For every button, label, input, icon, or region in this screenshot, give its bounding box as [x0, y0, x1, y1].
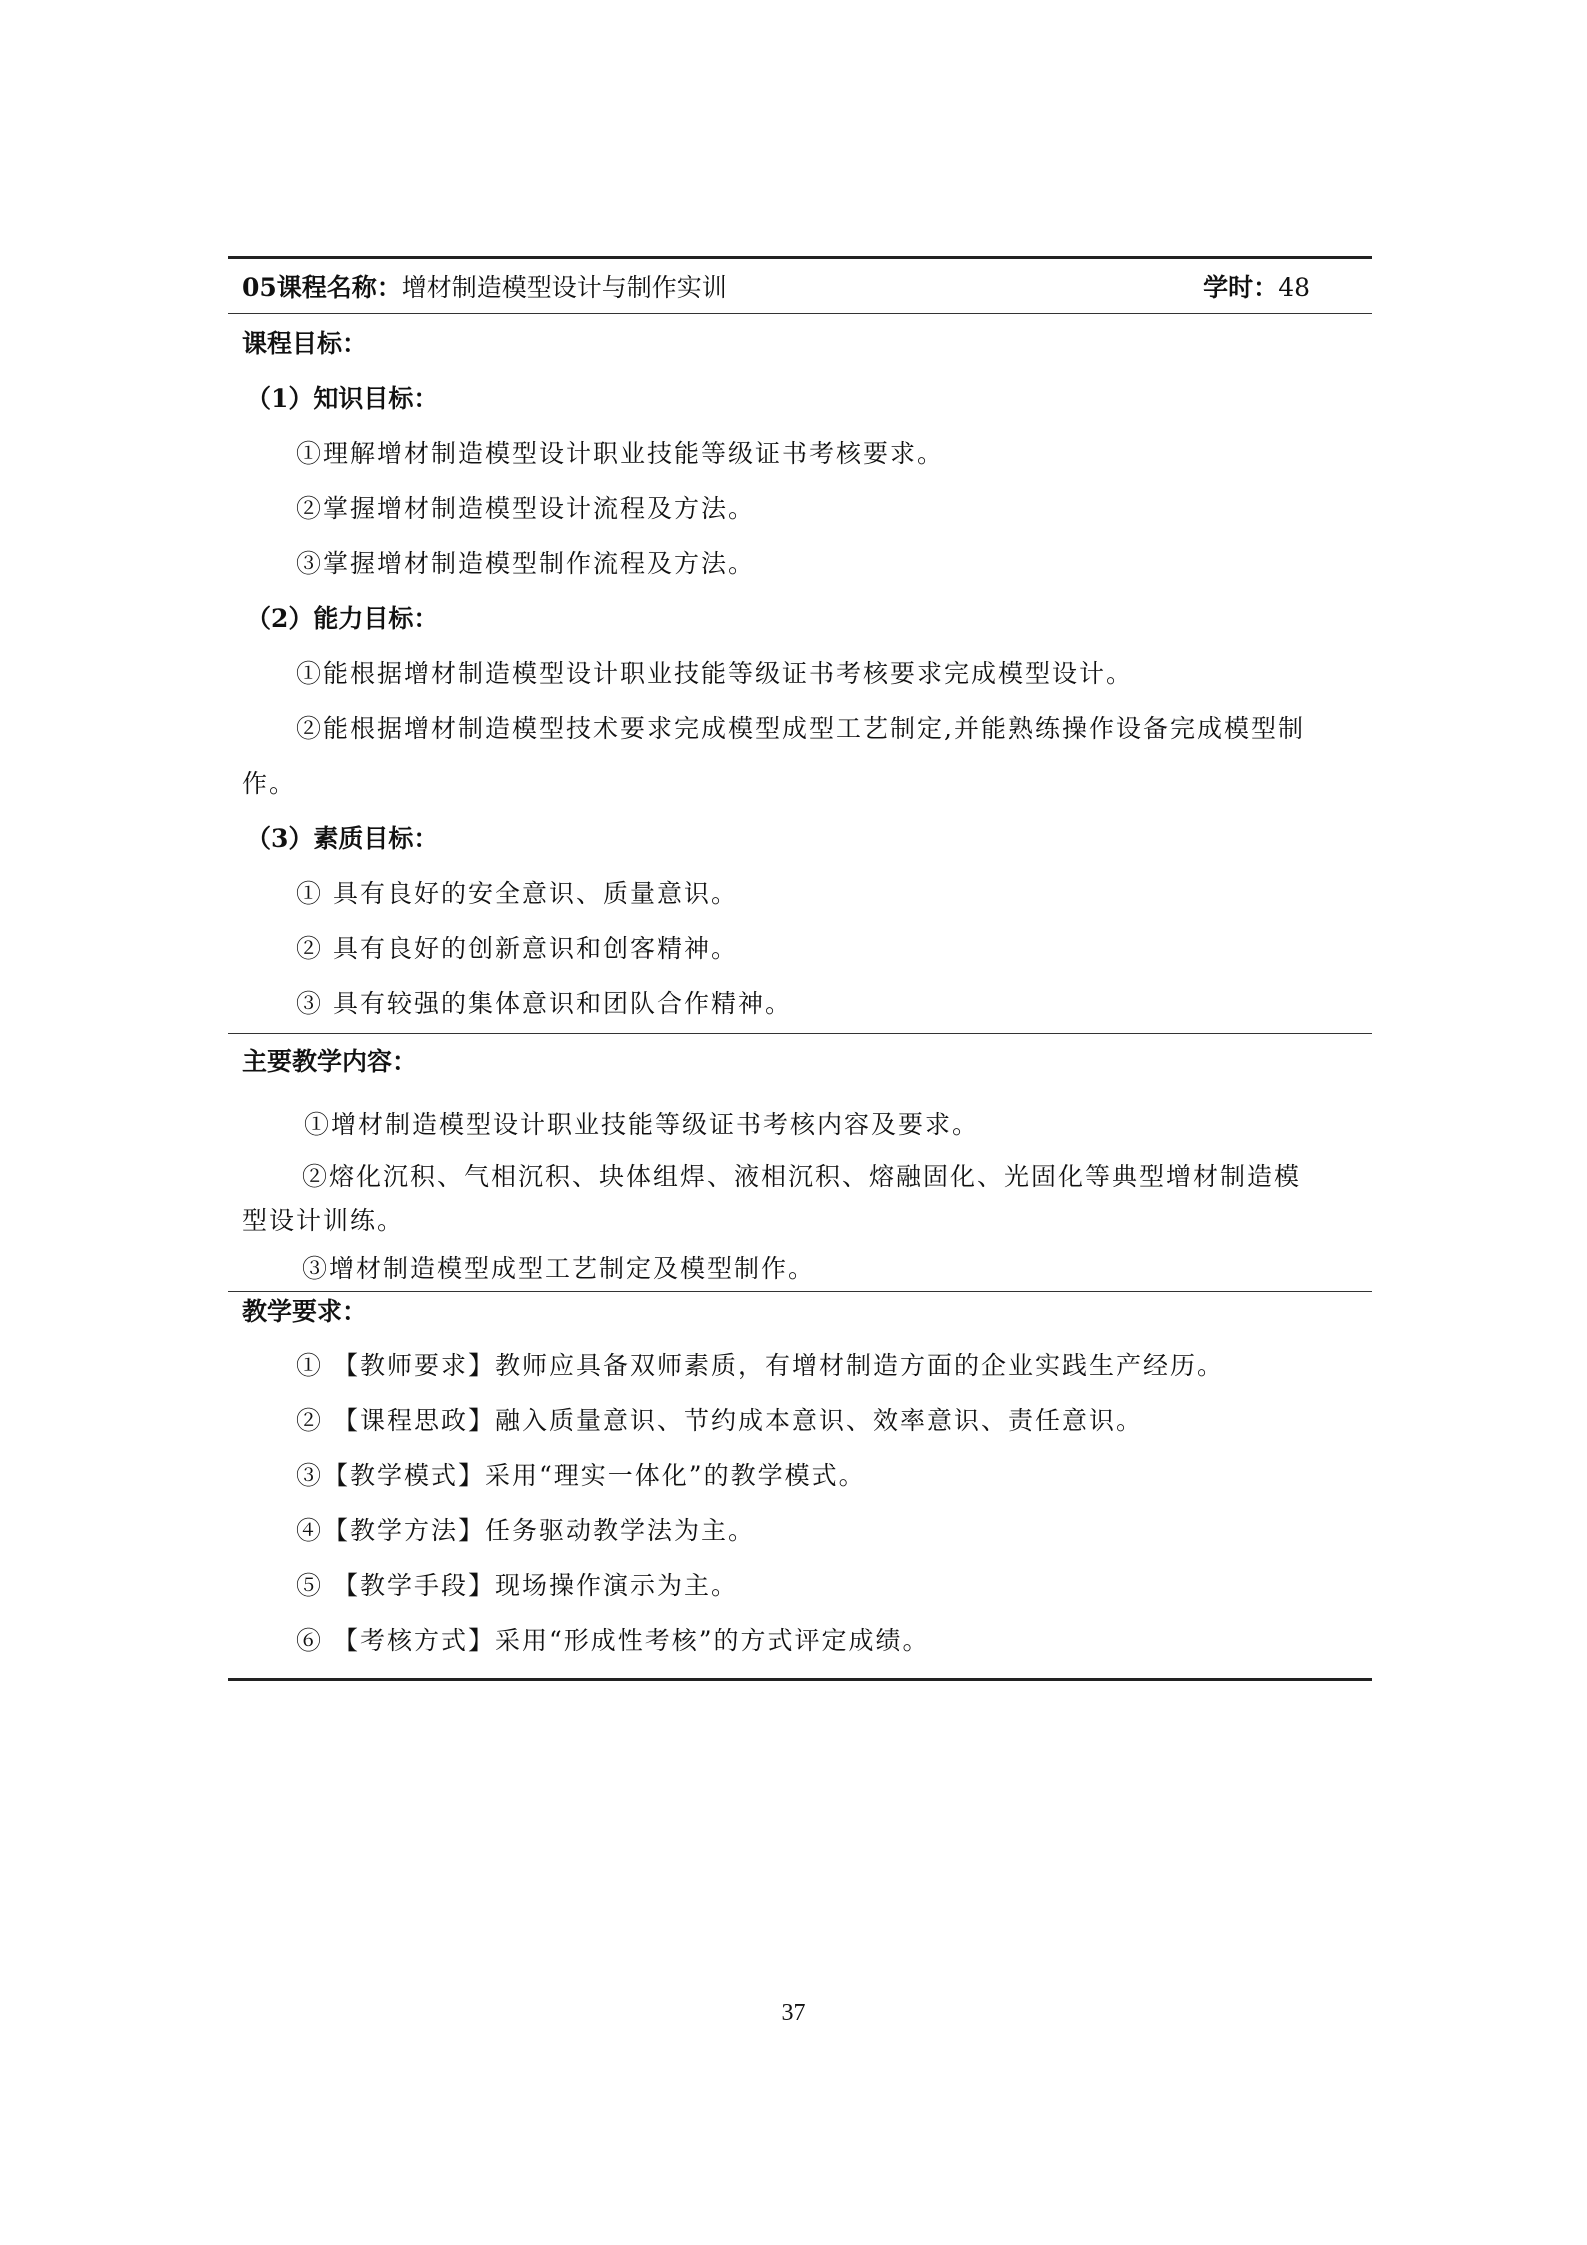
quality-item: ② 具有良好的创新意识和创客精神。	[296, 934, 738, 963]
course-hours-label: 学时：	[1203, 273, 1279, 302]
ability-item: ①能根据增材制造模型设计职业技能等级证书考核要求完成模型设计。	[296, 659, 1134, 688]
knowledge-item: ①理解增材制造模型设计职业技能等级证书考核要求。	[296, 439, 945, 468]
content-item: ②熔化沉积、气相沉积、块体组焊、液相沉积、熔融固化、光固化等典型增材制造模	[302, 1162, 1302, 1191]
content-heading: 主要教学内容：	[242, 1047, 418, 1076]
content-item: ③增材制造模型成型工艺制定及模型制作。	[302, 1254, 816, 1283]
knowledge-item: ②掌握增材制造模型设计流程及方法。	[296, 494, 756, 523]
knowledge-item: ③掌握增材制造模型制作流程及方法。	[296, 549, 756, 578]
requirement-item: ① 【教师要求】教师应具备双师素质，有增材制造方面的企业实践生产经历。	[296, 1351, 1224, 1380]
page-number: 37	[781, 2000, 806, 2026]
content-item-continuation: 型设计训练。	[242, 1206, 405, 1235]
course-title	[242, 268, 727, 304]
course-title-label: 05课程名称：	[242, 273, 402, 302]
quality-item: ③ 具有较强的集体意识和团队合作精神。	[296, 989, 792, 1018]
requirements-heading: 教学要求：	[242, 1297, 368, 1326]
ability-item-continuation: 作。	[242, 769, 297, 798]
requirement-item: ② 【课程思政】融入质量意识、节约成本意识、效率意识、责任意识。	[296, 1406, 1143, 1435]
requirement-item: ③【教学模式】采用“理实一体化”的教学模式。	[296, 1461, 866, 1490]
course-table	[228, 256, 1372, 1681]
course-hours	[1203, 268, 1310, 304]
objectives-heading: 课程目标：	[242, 329, 368, 358]
course-hours-value: 48	[1278, 273, 1310, 302]
objectives-section	[228, 314, 1372, 1031]
quality-item: ① 具有良好的安全意识、质量意识。	[296, 879, 738, 908]
course-header-row	[228, 259, 1372, 313]
content-section	[228, 1034, 1372, 1291]
ability-heading: （2）能力目标：	[246, 604, 439, 633]
requirement-item: ⑤ 【教学手段】现场操作演示为主。	[296, 1571, 738, 1600]
content-item: ①增材制造模型设计职业技能等级证书考核内容及要求。	[304, 1110, 980, 1139]
knowledge-heading: （1）知识目标：	[246, 384, 439, 413]
requirement-item: ⑥ 【考核方式】采用“形成性考核”的方式评定成绩。	[296, 1626, 930, 1655]
requirement-item: ④【教学方法】任务驱动教学法为主。	[296, 1516, 756, 1545]
bottom-rule	[228, 1678, 1372, 1681]
course-title-value: 增材制造模型设计与制作实训	[401, 273, 727, 302]
quality-heading: （3）素质目标：	[246, 824, 439, 853]
ability-item: ②能根据增材制造模型技术要求完成模型成型工艺制定,并能熟练操作设备完成模型制	[296, 714, 1305, 743]
requirements-section	[228, 1292, 1372, 1668]
